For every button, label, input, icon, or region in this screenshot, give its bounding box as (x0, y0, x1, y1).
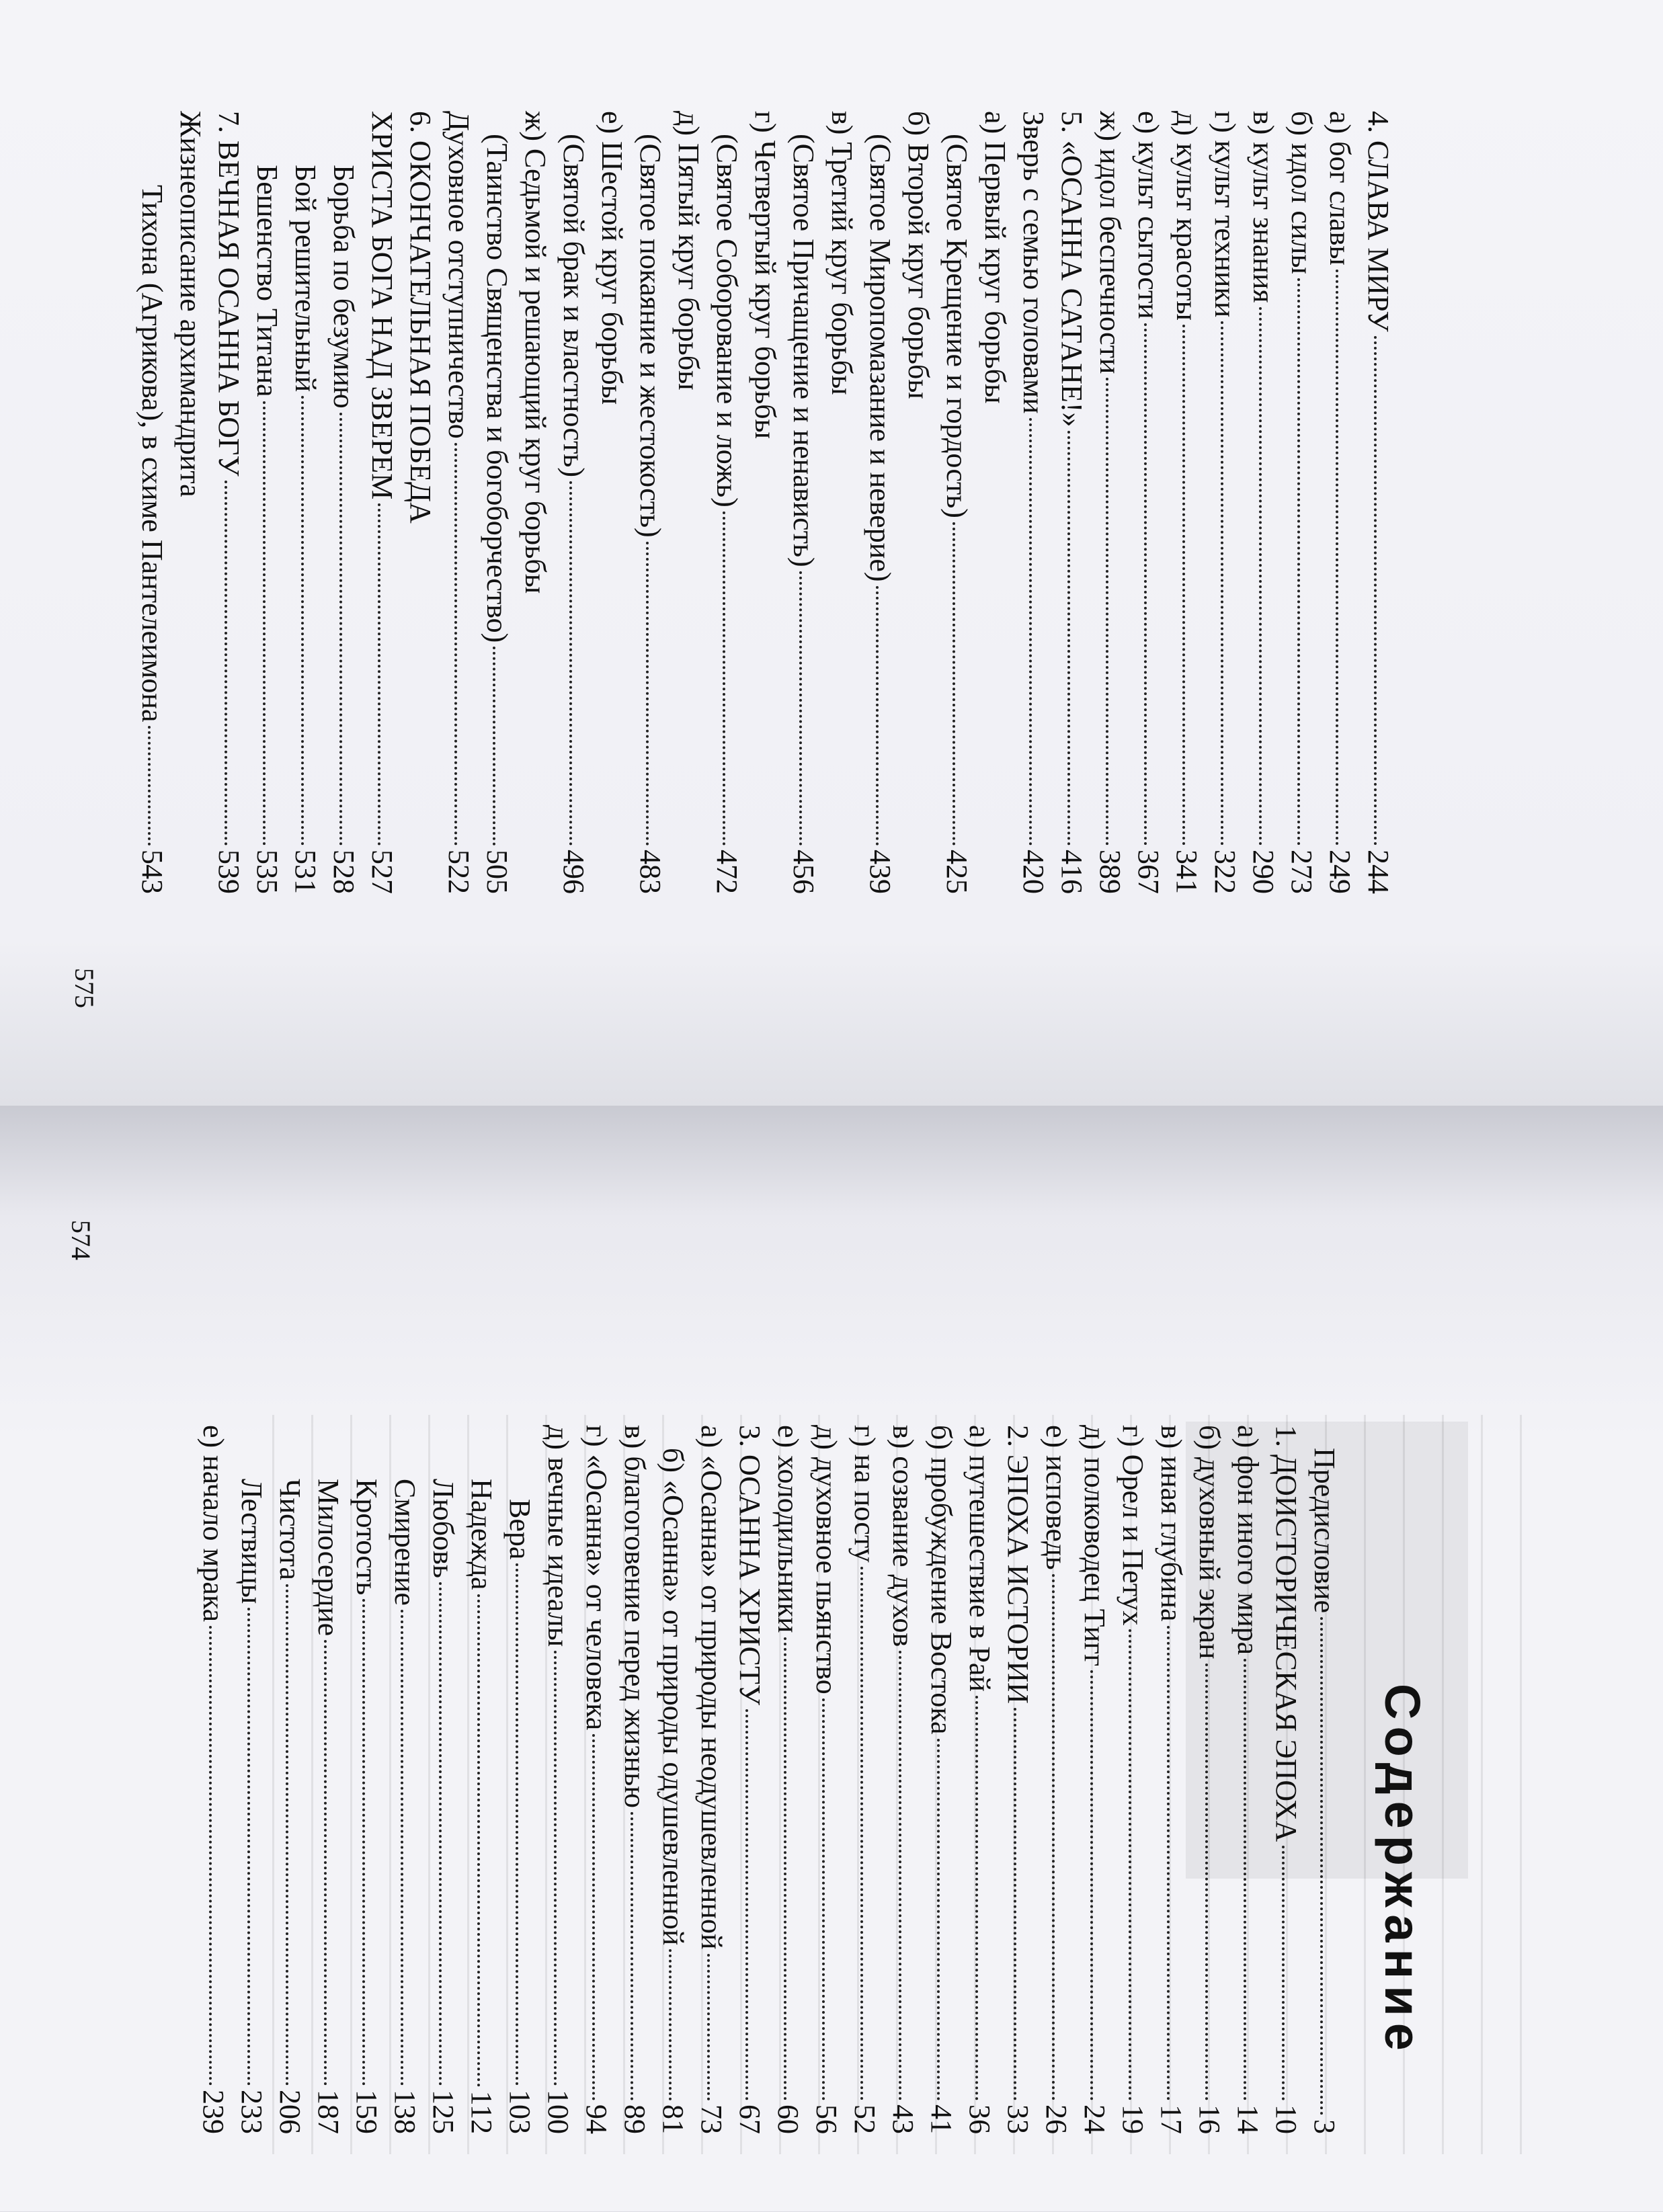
dot-leader (362, 1599, 365, 2086)
toc-entry-label: а) фон иного мира (1231, 1425, 1264, 1655)
toc-entry-page: 73 (695, 2104, 728, 2134)
toc-entry-page: 527 (366, 850, 399, 894)
toc-entry-page: 17 (1155, 2104, 1188, 2134)
toc-entry-label: б) пробуждение Востока (925, 1425, 958, 1735)
dot-leader (263, 401, 266, 846)
toc-entry-page: 472 (711, 850, 743, 894)
page-title: Содержание (1375, 1684, 1430, 2057)
toc-entry-label: ж) идол беспечности (1094, 111, 1127, 374)
toc-entry (401, 111, 440, 894)
toc-entry-label: а) Первый круг борьбы (979, 111, 1012, 404)
toc-entry (1283, 111, 1321, 894)
toc-entry (1053, 111, 1091, 894)
toc-entry (731, 1425, 769, 2134)
dot-leader (1259, 307, 1262, 846)
toc-entry (271, 1425, 309, 2134)
toc-entry-page: 206 (274, 2090, 307, 2134)
toc-entry-page: 341 (1170, 850, 1203, 894)
toc-entry-label: е) исповедь (1040, 1425, 1073, 1570)
toc-entry (631, 111, 670, 894)
toc-entry-page: 52 (848, 2104, 881, 2134)
toc-entry-page: 112 (465, 2090, 498, 2134)
dot-leader (1106, 378, 1108, 846)
dot-leader (1029, 418, 1032, 846)
toc-entry-page: 239 (197, 2090, 230, 2134)
toc-entry-label: б) Второй круг борьбы (902, 111, 935, 399)
toc-entry-page: 389 (1094, 850, 1127, 894)
toc-entry (171, 111, 210, 894)
toc-entry (1206, 111, 1244, 894)
dot-leader (554, 1651, 557, 2086)
toc-entry-label: Тихона (Агрикова), в схиме Пантелеимона (136, 185, 169, 723)
toc-entry (899, 111, 938, 894)
toc-entry (555, 111, 593, 894)
toc-entry-page: 420 (1017, 850, 1050, 894)
dot-leader (631, 1812, 633, 2100)
dot-leader (378, 503, 380, 846)
toc-entry-page: 522 (442, 850, 475, 894)
toc-entry-page: 41 (925, 2104, 958, 2134)
toc-entry-label: г) на посту (848, 1425, 881, 1563)
toc-entry-label: д) Пятый круг борьбы (672, 111, 705, 391)
dot-leader (784, 1637, 786, 2100)
toc-entry-label: в) Третий круг борьбы (825, 111, 858, 395)
toc-entry (1076, 1425, 1114, 2134)
dot-leader (569, 481, 572, 846)
dot-leader (1182, 325, 1185, 846)
toc-entry-label: в) созвание духов (887, 1425, 920, 1647)
toc-entry-page: 531 (289, 850, 322, 894)
toc-entry-page: 456 (787, 850, 820, 894)
toc-entry-label: е) культ сытости (1132, 111, 1165, 319)
dot-leader (1014, 1708, 1016, 2100)
toc-entry (233, 1425, 271, 2134)
dot-leader (148, 726, 151, 846)
toc-entry-label: Милосердие (312, 1479, 345, 1637)
toc-entry-page: 100 (542, 2090, 575, 2134)
toc-entry (807, 1425, 846, 2134)
toc-entry-page: 367 (1132, 850, 1165, 894)
toc-entry-label: б) «Осанна» от природы одушевленной (657, 1448, 690, 1946)
dot-leader (1052, 1574, 1055, 2100)
toc-entry-label: (Святое Миропомазание и неверие) (864, 134, 897, 582)
toc-entry-label: д) культ красоты (1170, 111, 1203, 321)
toc-entry (769, 1425, 807, 2134)
toc-entry-label: Бой решительный (289, 165, 322, 393)
toc-entry-page: 33 (1002, 2104, 1035, 2134)
toc-entry (746, 111, 784, 894)
dot-leader (225, 481, 227, 846)
toc-entry-page: 543 (136, 850, 169, 894)
toc-entry-label: (Святое Крещение и гордость) (940, 134, 973, 518)
toc-entry-label: Жизнеописание архимандрита (174, 111, 207, 497)
dot-leader (286, 1584, 288, 2086)
toc-entry-page: 94 (580, 2104, 613, 2134)
dot-leader (301, 396, 304, 846)
toc-entry (1359, 111, 1397, 894)
toc-entry-page: 36 (963, 2104, 996, 2134)
toc-entry (692, 1425, 731, 2134)
toc-entry-page: 233 (235, 2090, 268, 2134)
toc-entry (922, 1425, 961, 2134)
toc-entry-page: 138 (389, 2090, 421, 2134)
toc-entry (654, 1425, 692, 2134)
toc-entry-label: (Таинство Священства и богоборчество) (481, 134, 514, 643)
toc-entry (133, 111, 171, 894)
toc-entry-label: 3. ОСАННА ХРИСТУ (733, 1425, 766, 1705)
toc-entry (577, 1425, 616, 2134)
dot-leader (1374, 336, 1377, 846)
toc-entry-label: Лествицы (235, 1479, 268, 1604)
toc-entry (1321, 111, 1359, 894)
toc-entry-label: ж) Седьмой и решающий круг борьбы (519, 111, 552, 594)
page-574 (0, 1106, 1663, 2211)
dot-leader (324, 1640, 327, 2086)
toc-entry (823, 111, 861, 894)
toc-entry-label: в) иная глубина (1155, 1425, 1188, 1622)
toc-entry-page: 539 (212, 850, 245, 894)
toc-entry-page: 187 (312, 2090, 345, 2134)
toc-entry (1114, 1425, 1152, 2134)
toc-entry-page: 244 (1362, 850, 1395, 894)
toc-entry (440, 111, 478, 894)
toc-entry (670, 111, 708, 894)
toc-entry-page: 14 (1231, 2104, 1264, 2134)
page-number-574: 574 (66, 1220, 96, 1260)
toc-entry-label: б) идол силы (1285, 111, 1318, 274)
toc-entry-label: Чистота (274, 1479, 307, 1581)
toc-entry (1037, 1425, 1076, 2134)
dot-leader (1167, 1626, 1170, 2101)
toc-entry (784, 111, 823, 894)
dot-leader (1205, 1664, 1208, 2100)
toc-entry-label: б) духовный экран (1193, 1425, 1226, 1660)
toc-entry (309, 1425, 348, 2134)
toc-entry-label: е) Шестой круг борьбы (596, 111, 628, 405)
toc-entry (462, 1425, 501, 2134)
dot-leader (1336, 270, 1338, 846)
toc-entry-label: Предисловие (1308, 1448, 1341, 1613)
toc-entry-page: 322 (1209, 850, 1242, 894)
toc-entry (861, 111, 899, 894)
toc-entry (248, 111, 286, 894)
toc-entry-label: в) культ знания (1247, 111, 1280, 303)
toc-entry-label: Духовное отступничество (442, 111, 475, 439)
toc-entry (999, 1425, 1037, 2134)
toc-entry-label: 1. ДОИСТОРИЧЕСКАЯ ЭПОХА (1270, 1425, 1303, 1842)
toc-entry (1152, 1425, 1190, 2134)
toc-entry (478, 111, 516, 894)
toc-list-left (194, 1425, 1344, 2134)
dot-leader (1090, 1670, 1093, 2100)
toc-entry-label: ХРИСТА БОГА НАД ЗВЕРЕМ (366, 111, 399, 500)
toc-entry-label: Зверь с семью головами (1017, 111, 1050, 414)
toc-entry-label: г) Орел и Петух (1117, 1425, 1149, 1626)
toc-entry (286, 111, 325, 894)
dot-leader (646, 542, 649, 846)
page-number-575: 575 (69, 968, 99, 1008)
toc-entry (593, 111, 631, 894)
toc-entry (1267, 1425, 1305, 2134)
toc-entry-page: 19 (1117, 2104, 1149, 2134)
dot-leader (1297, 278, 1300, 846)
toc-entry (501, 1425, 539, 2134)
toc-entry-page: 56 (810, 2104, 843, 2134)
dot-leader (899, 1651, 901, 2100)
toc-entry-page: 496 (557, 850, 590, 894)
dot-leader (707, 1954, 710, 2100)
toc-entry-label: (Святое покаяние и жестокость) (634, 134, 667, 538)
toc-list-right (133, 111, 1397, 894)
toc-entry-label: (Святое Причащение и ненависть) (787, 134, 820, 567)
toc-entry-label: г) Четвертый круг борьбы (749, 111, 782, 440)
toc-entry-page: 535 (251, 850, 284, 894)
toc-entry-label: а) бог славы (1324, 111, 1356, 265)
toc-entry-label: е) начало мрака (197, 1425, 230, 1623)
toc-entry-page: 249 (1324, 850, 1356, 894)
toc-entry-page: 24 (1078, 2104, 1111, 2134)
toc-entry-label: Смирение (389, 1479, 421, 1606)
toc-entry-label: д) духовное пьянство (810, 1425, 843, 1694)
toc-entry (539, 1425, 577, 2134)
dot-leader (952, 522, 955, 846)
toc-entry (846, 1425, 884, 2134)
toc-entry-page: 505 (481, 850, 514, 894)
toc-entry-label: Борьба по безумию (327, 165, 360, 409)
toc-entry-page: 16 (1193, 2104, 1226, 2134)
toc-entry-label: (Святое Соборование и ложь) (711, 134, 743, 507)
dot-leader (723, 511, 725, 846)
toc-entry (325, 111, 363, 894)
dot-leader (592, 1734, 595, 2100)
dot-leader (339, 413, 342, 846)
toc-entry (616, 1425, 654, 2134)
dot-leader (1320, 1617, 1323, 2115)
dot-leader (401, 1610, 403, 2086)
toc-entry-page: 103 (503, 2090, 536, 2134)
dot-leader (454, 443, 457, 846)
toc-entry (386, 1425, 424, 2134)
toc-entry-page: 89 (618, 2104, 651, 2134)
dot-leader (247, 1608, 250, 2086)
dot-leader (669, 1949, 672, 2100)
dot-leader (493, 647, 495, 846)
toc-entry-page: 67 (733, 2104, 766, 2134)
toc-entry (961, 1425, 999, 2134)
toc-entry-page: 81 (657, 2104, 690, 2134)
toc-entry (348, 1425, 386, 2134)
toc-entry (1091, 111, 1129, 894)
dot-leader (975, 1696, 978, 2100)
toc-entry-page: 60 (772, 2104, 805, 2134)
dot-leader (477, 1594, 480, 2087)
toc-entry (1014, 111, 1053, 894)
toc-entry (194, 1425, 233, 2134)
dot-leader (860, 1567, 863, 2100)
dot-leader (745, 1709, 748, 2100)
toc-entry (708, 111, 746, 894)
dot-leader (1129, 1629, 1131, 2100)
toc-entry-label: 5. «ОСАННА САТАНЕ!» (1055, 111, 1088, 427)
toc-entry-page: 273 (1285, 850, 1318, 894)
toc-entry-page: 125 (427, 2090, 460, 2134)
toc-entry (1244, 111, 1283, 894)
dot-leader (1282, 1846, 1285, 2100)
toc-entry (424, 1425, 462, 2134)
toc-entry (938, 111, 976, 894)
toc-entry (516, 111, 555, 894)
toc-entry-label: г) культ техники (1209, 111, 1242, 318)
toc-entry (210, 111, 248, 894)
toc-entry-label: д) полководец Тигг (1078, 1425, 1111, 1667)
dot-leader (209, 1626, 212, 2086)
toc-entry (1168, 111, 1206, 894)
dot-leader (439, 1582, 442, 2086)
toc-entry (884, 1425, 922, 2134)
toc-entry (363, 111, 401, 894)
dot-leader (1144, 323, 1147, 846)
toc-entry-label: Бешенство Титана (251, 165, 284, 397)
toc-entry-page: 528 (327, 850, 360, 894)
toc-entry-label: 2. ЭПОХА ИСТОРИИ (1002, 1425, 1035, 1704)
toc-entry-label: Вера (503, 1499, 536, 1560)
toc-entry-label: 7. ВЕЧНАЯ ОСАННА БОГУ (212, 111, 245, 477)
toc-entry-page: 26 (1040, 2104, 1073, 2134)
dot-leader (822, 1698, 825, 2100)
dot-leader (1244, 1659, 1246, 2100)
toc-entry-page: 439 (864, 850, 897, 894)
toc-entry-label: Кротость (350, 1479, 383, 1596)
toc-entry-label: Любовь (427, 1479, 460, 1578)
toc-entry (1129, 111, 1168, 894)
toc-entry-page: 425 (940, 850, 973, 894)
dot-leader (876, 586, 879, 846)
dot-leader (1221, 321, 1223, 846)
toc-entry-label: а) путешествие в Рай (963, 1425, 996, 1692)
toc-entry (1229, 1425, 1267, 2134)
toc-entry-page: 290 (1247, 850, 1280, 894)
toc-entry (1305, 1425, 1344, 2134)
toc-entry-label: г) «Осанна» от человека (580, 1425, 613, 1731)
toc-entry-label: д) вечные идеалы (542, 1425, 575, 1647)
toc-entry-label: е) холодильники (772, 1425, 805, 1633)
toc-entry (976, 111, 1014, 894)
toc-entry-label: 6. ОКОНЧАТЕЛЬНАЯ ПОБЕДА (404, 111, 437, 524)
toc-entry-page: 3 (1308, 2119, 1341, 2134)
dot-leader (1067, 431, 1070, 846)
toc-entry-label: в) благоговение перед жизнью (618, 1425, 651, 1809)
toc-entry-page: 483 (634, 850, 667, 894)
toc-entry-label: Надежда (465, 1479, 498, 1590)
dot-leader (937, 1739, 940, 2100)
toc-entry-label: а) «Осанна» от природы неодушевленной (695, 1425, 728, 1950)
dot-leader (516, 1563, 518, 2086)
toc-entry-page: 416 (1055, 850, 1088, 894)
toc-entry-label: 4. СЛАВА МИРУ (1362, 111, 1395, 332)
toc-entry-page: 159 (350, 2090, 383, 2134)
dot-leader (799, 571, 802, 846)
toc-entry (1190, 1425, 1229, 2134)
toc-entry-page: 43 (887, 2104, 920, 2134)
toc-entry-label: (Святой брак и властность) (557, 134, 590, 478)
toc-entry-page: 10 (1270, 2104, 1303, 2134)
